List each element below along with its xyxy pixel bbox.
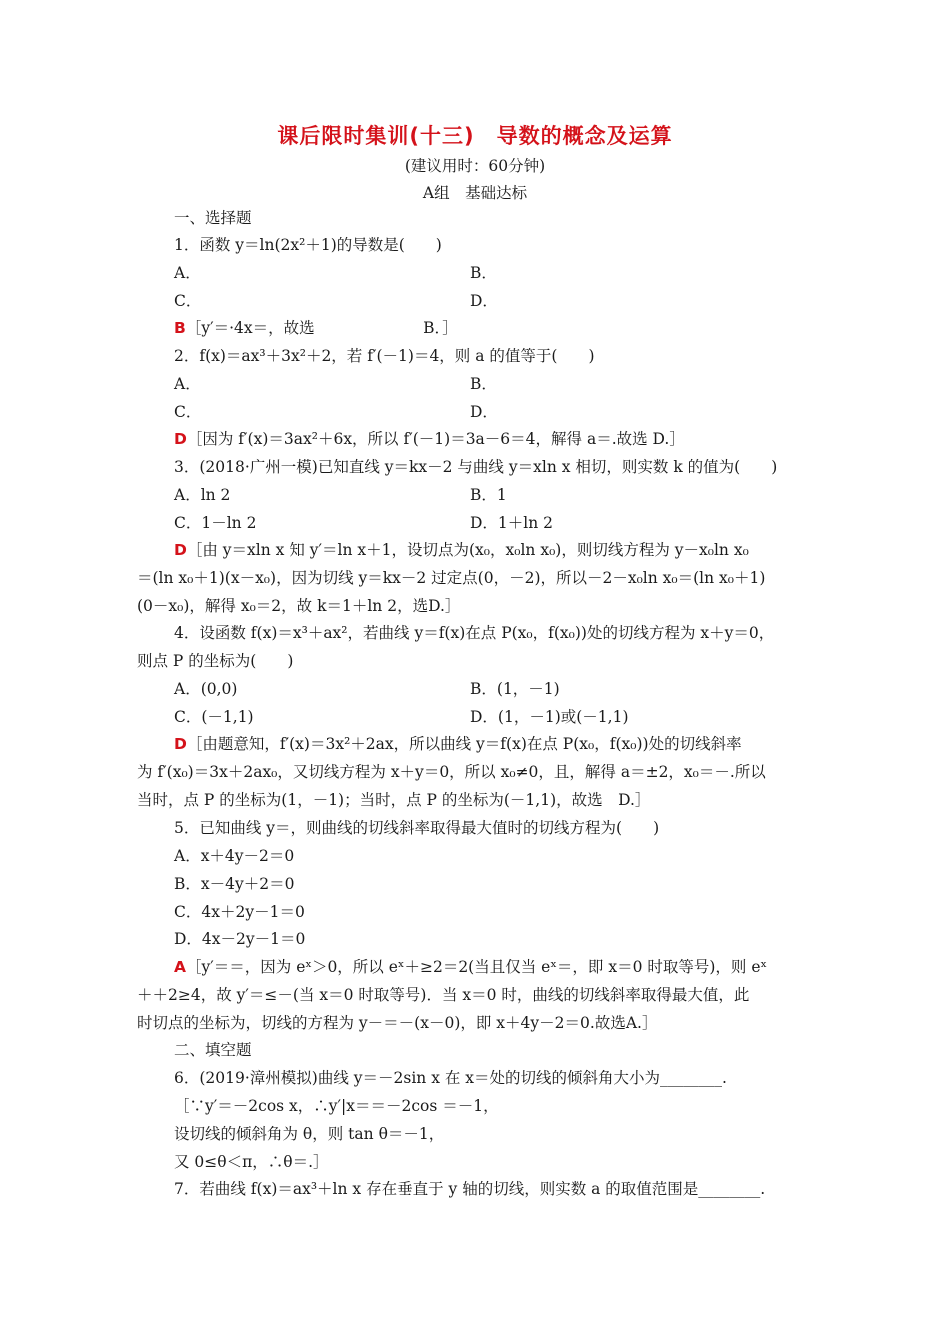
answer-explanation: ［由 y＝xln x 知 y′＝ln x＋1，设切点为(x₀，x₀ln x₀)，则切线方程为 y－x₀ln x₀ xyxy=(186,541,749,559)
duration-note: (建议用时：60分钟) xyxy=(404,157,546,175)
question-5: 5．已知曲线 y＝，则曲线的切线斜率取得最大值时的切线方程为( ) xyxy=(174,819,660,837)
option-text: B． xyxy=(470,375,497,393)
option-text: C． xyxy=(174,403,202,421)
question-3: 3．(2018·广州一模)已知直线 y＝kx－2 与曲线 y＝xln x 相切，则实数 k 的值为( ) xyxy=(174,458,778,476)
answer-letter: D xyxy=(174,735,187,753)
question-2: 2．f(x)＝ax³＋3x²＋2，若 f′(－1)＝4，则 a 的值等于( ) xyxy=(174,347,595,365)
option-text: D．(1，－1)或(－1,1) xyxy=(470,708,629,726)
option-text: A．ln 2 xyxy=(174,486,231,504)
answer-continuation: 时切点的坐标为，切线的方程为 y－＝－(x－0)，即 x＋4y－2＝0.故选A.］ xyxy=(137,1014,658,1032)
option-text: B． xyxy=(470,264,497,282)
section-heading: 一、选择题 xyxy=(174,209,252,227)
option-text: A． xyxy=(174,264,201,282)
option-text: C． xyxy=(174,292,202,310)
answer-explanation: 又 0≤θ＜π，∴θ＝.］ xyxy=(174,1153,329,1171)
answer-explanation: ［∵y′＝－2cos x，∴y′|x＝＝－2cos ＝－1， xyxy=(174,1097,499,1115)
answer-continuation: 为 f′(x₀)＝3x＋2ax₀，又切线方程为 x＋y＝0，所以 x₀≠0，且，解得 a＝±2，x₀＝－.所以 xyxy=(137,763,766,781)
answer-continuation: 当时，点 P 的坐标为(1，－1)；当时，点 P 的坐标为(－1,1)，故选 D.］ xyxy=(137,791,651,809)
answer-continuation: ＋＋2≥4，故 y′＝≤－(当 x＝0 时取等号)．当 x＝0 时，曲线的切线斜率取得最大值，此 xyxy=(137,986,750,1004)
question-4: 4．设函数 f(x)＝x³＋ax²，若曲线 y＝f(x)在点 P(x₀，f(x₀))处的切线方程为 x＋y＝0， xyxy=(174,624,775,642)
question-continuation: 则点 P 的坐标为( ) xyxy=(137,652,294,670)
answer-line xyxy=(174,734,742,754)
option-text: D． xyxy=(470,292,498,310)
option-text: A．(0,0) xyxy=(174,680,238,698)
option-text: D．1＋ln 2 xyxy=(470,514,554,532)
answer-explanation: ［由题意知，f′(x)＝3x²＋2ax，所以曲线 y＝f(x)在点 P(x₀，f(x₀))处的切线斜率 xyxy=(186,735,742,753)
answer-explanation: ［因为 f′(x)＝3ax²＋6x，所以 f′(－1)＝3a－6＝4，解得 a＝.故选 D.］ xyxy=(186,430,685,448)
question-1: 1．函数 y＝ln(2x²＋1)的导数是( ) xyxy=(174,236,442,254)
answer-letter: D xyxy=(174,541,187,559)
option-text: B．(1，－1) xyxy=(470,680,560,698)
option-text: C．4x＋2y－1＝0 xyxy=(174,903,305,921)
answer-letter: A xyxy=(174,958,186,976)
option-text: A． xyxy=(174,375,201,393)
answer-continuation: ＝(ln x₀＋1)(x－x₀)，因为切线 y＝kx－2 过定点(0，－2)，所以－2－x₀ln x₀＝(ln x₀＋1) xyxy=(137,569,766,587)
option-text: A．x＋4y－2＝0 xyxy=(174,847,295,865)
section-heading: 二、填空题 xyxy=(174,1041,252,1059)
answer-letter: B xyxy=(174,319,186,337)
question-6: 6．(2019·漳州模拟)曲线 y＝－2sin x 在 x＝处的切线的倾斜角大小为________. xyxy=(174,1069,727,1087)
option-text: C．1－ln 2 xyxy=(174,514,257,532)
answer-line xyxy=(174,957,767,977)
answer-explanation: ［y′＝·4x＝，故选 B．］ xyxy=(185,319,458,337)
option-text: D．4x－2y－1＝0 xyxy=(174,930,306,948)
question-7: 7．若曲线 f(x)＝ax³＋ln x 存在垂直于 y 轴的切线，则实数 a 的取值范围是________. xyxy=(174,1180,766,1198)
answer-line xyxy=(174,318,458,338)
option-text: D． xyxy=(470,403,498,421)
answer-explanation: 设切线的倾斜角为 θ，则 tan θ＝－1， xyxy=(174,1125,445,1143)
option-text: B．1 xyxy=(470,486,507,504)
option-text: B．x－4y＋2＝0 xyxy=(174,875,295,893)
answer-continuation: (0－x₀)，解得 x₀＝2，故 k＝1＋ln 2，选D.］ xyxy=(137,597,461,615)
page-title: 课后限时集训(十三) 导数的概念及运算 xyxy=(277,124,673,148)
answer-line xyxy=(174,429,685,449)
answer-letter: D xyxy=(174,430,187,448)
option-text: C．(－1,1) xyxy=(174,708,254,726)
answer-line xyxy=(174,540,749,560)
answer-explanation: ［y′＝＝，因为 eˣ＞0，所以 eˣ＋≥2＝2(当且仅当 eˣ＝，即 x＝0 时取等号)，则 eˣ xyxy=(186,958,768,976)
group-heading: A组 基础达标 xyxy=(422,184,528,202)
